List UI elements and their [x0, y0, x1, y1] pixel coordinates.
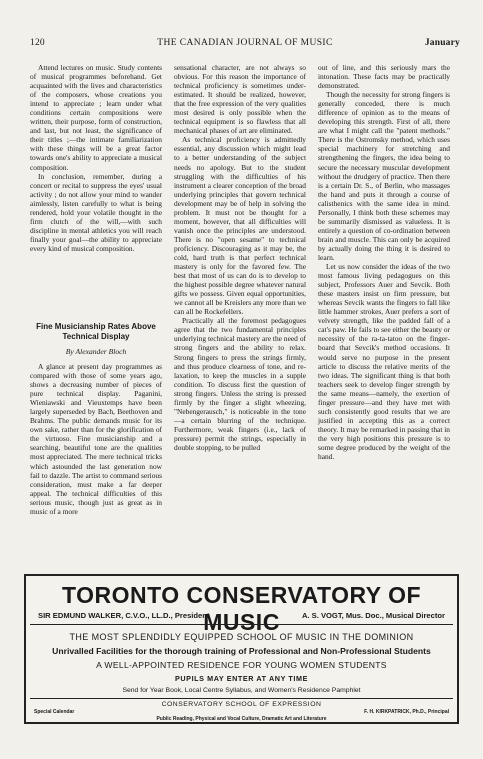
journal-title: THE CANADIAN JOURNAL OF MUSIC: [157, 38, 333, 48]
article-title: Fine Musicianship Rates Above Technical Display: [36, 322, 156, 341]
paragraph: As technical proficiency is admittedly essential, any discussion which might lead to a better understanding of the subject needs no apology. But to the student struggling with the difficulties of his instrument a clearer conception of the broad underlying principles that govern technical development may be of help in solving the problem. It must not be thought for a moment, however, that all difficulties will vanish once the principles are understood. There is no "open sesame" to technical proficiency. Discouraging as it may be, the cold, hard truth is that perfect technical mastery is only for the favored few. The best that most of us can do is to develop to the highest possible degree whatever natural gifts we possess. Given equal opportunities, we cannot all be Kreislers any more than we can all be Rockefellers.: [174, 135, 306, 317]
ad-calendar: Special Calendar: [34, 709, 75, 715]
ad-line: PUPILS MAY ENTER AT ANY TIME: [174, 674, 308, 683]
conservatory-advertisement: [24, 574, 459, 724]
article-byline: By Alexander Bloch: [65, 347, 127, 356]
column-left: [30, 63, 162, 253]
article-body: [30, 362, 162, 516]
ad-line: THE MOST SPLENDIDLY EQUIPPED SCHOOL OF MUSIC IN THE DOMINION: [69, 632, 414, 642]
ad-director: A. S. VOGT, Mus. Doc., Musical Director: [301, 611, 445, 620]
column-right: [318, 63, 450, 461]
paragraph: Though the necessity for strong fingers is generally conceded, there is much difference of opinion as to the means of developing this strength. First of all, there are what I might call the "patent methods." There is the Ostromsky method, which uses special machinery for stretching and strengthening the fingers, the idea being to secure the necessary muscular development without the drudgery of practice. Then there is a certain Dr. S., of Berlin, who massages the hand and puts it through a course of calisthenics with the same idea in mind. Personally, I think both these schemes may be summarily dismissed as valueless. It is entirely a question of co-ordination between brain and muscle. This can only be acquired by actually doing the thing it is desired to learn.: [318, 90, 450, 262]
issue-month: January: [424, 38, 460, 48]
paragraph: sensational character, are not always so obvious. For this reason the importance of technical proficiency is sometimes underestimated. It should be realized, however, that the free expression of the very qualities most desired is only possible when the technical equipment is so flawless that all mechanical phases of art are eliminated.: [174, 63, 306, 136]
article-fine-musicianship: [30, 322, 162, 516]
page-number: 120: [30, 38, 45, 48]
paragraph: out of line, and this seriously mars the intonation. These facts may be practically demonstrated.: [318, 63, 450, 91]
ad-line: Unrivalled Facilities for the thorough training of Professional and Non-Professional Students: [52, 646, 431, 656]
ad-title: TORONTO CONSERVATORY OF MUSIC: [61, 582, 422, 635]
ad-line: Public Reading, Physical and Vocal Culture, Dramatic Art and Literature: [156, 716, 327, 722]
ad-officers: [38, 611, 445, 621]
paragraph: In conclusion, remember, during a concert or recital to suppress the eyes' usual activity ; do not allow your mind to wander aimlessly, listen carefully to what is being rendered, hold your volatile thought in the firm clutch of the will,—with such discipline in mental athletics you will reach finally your goal—the ability to appreciate every kind of musical composition.: [30, 171, 162, 253]
ad-line: A WELL-APPOINTED RESIDENCE FOR YOUNG WOMEN STUDENTS: [96, 660, 387, 670]
divider: [30, 624, 453, 625]
paragraph: A glance at present day programmes as compared with those of some years ago, shows a decreasing number of pieces of pure technical display. Paganini, Wieniawski and Vieuxtemps have been largely superseded by Bach, Beethoven and Brahms. The public demands music for its own sake, rather than for the glorification of the virtuoso. Fine musicianship and a searching, beautiful tone are the qualities most appreciated. The mere technical tricks which astounded the last generation now fail to dazzle. The artist to command serious consideration, must make a far deeper appeal. The technical difficulties of this serious music, though just as great as in music of a more: [30, 362, 162, 516]
ad-school-name: CONSERVATORY SCHOOL OF EXPRESSION: [161, 701, 322, 708]
running-header: [30, 38, 460, 52]
paragraph: Practically all the foremost pedagogues agree that the two fundamental principles underlying technical mastery are the need of strong fingers and the ability to relax. Strong fingers to press the strings firmly, and thus produce clearness of tone, and relaxation, to keep the muscles in a supple condition. To discuss first the question of strong fingers. Unless the string is pressed firmly by the finger a slight wheezing, "Nebengerausch," is noticeable in the tone—a certain blurring of the technique. Furthermore, weak fingers (i.e., lack of pressure) permit the strings, especially in double stopping, to be pulled: [174, 316, 306, 452]
column-middle: [174, 63, 306, 452]
divider: [30, 698, 453, 699]
ad-president: SIR EDMUND WALKER, C.V.O., LL.D., President: [38, 611, 210, 620]
paragraph: Attend lectures on music. Study contents of musical programmes beforehand. Get acquainted with the lives and characteristics of the composers, whose creations you intend to appreciate ; learn under what conditions certain compositions were written, their purpose, form of construction, and last, but not least, the significance of their titles ;—the intimate familiarization with these things will be a great factor towards one's ability to appreciate a musical composition.: [30, 63, 162, 172]
ad-line: Send for Year Book, Local Centre Syllabus, and Women's Residence Pamphlet: [122, 687, 361, 694]
ad-principal: F. H. KIRKPATRICK, Ph.D., Principal: [364, 709, 449, 715]
paragraph: Let us now consider the ideas of the two most famous living pedagogues on this subject, Professors Auer and Sevcik. Both these masters insist on firm pressure, but whereas Sevcik wants the fingers to fall like little hammer strokes, Auer prefers a sort of velvety strength, like the padded fall of a cat's paw. He fails to see either the beauty or necessity of the ra-ta-tatoo on the fingerboard that Sevcik's method occasions. It would serve no purpose in the present article to discuss the relative merits of the two ideas. The significant thing is that both teachers seek to develop finger strength by the same means—namely, the exertion of finger pressure—and they have met with such consistently good results that we are justified in accepting this as a correct theory. It may be remarked in passing that in the very high positions this pressure is to some degree produced by the weight of the hand.: [318, 262, 450, 462]
